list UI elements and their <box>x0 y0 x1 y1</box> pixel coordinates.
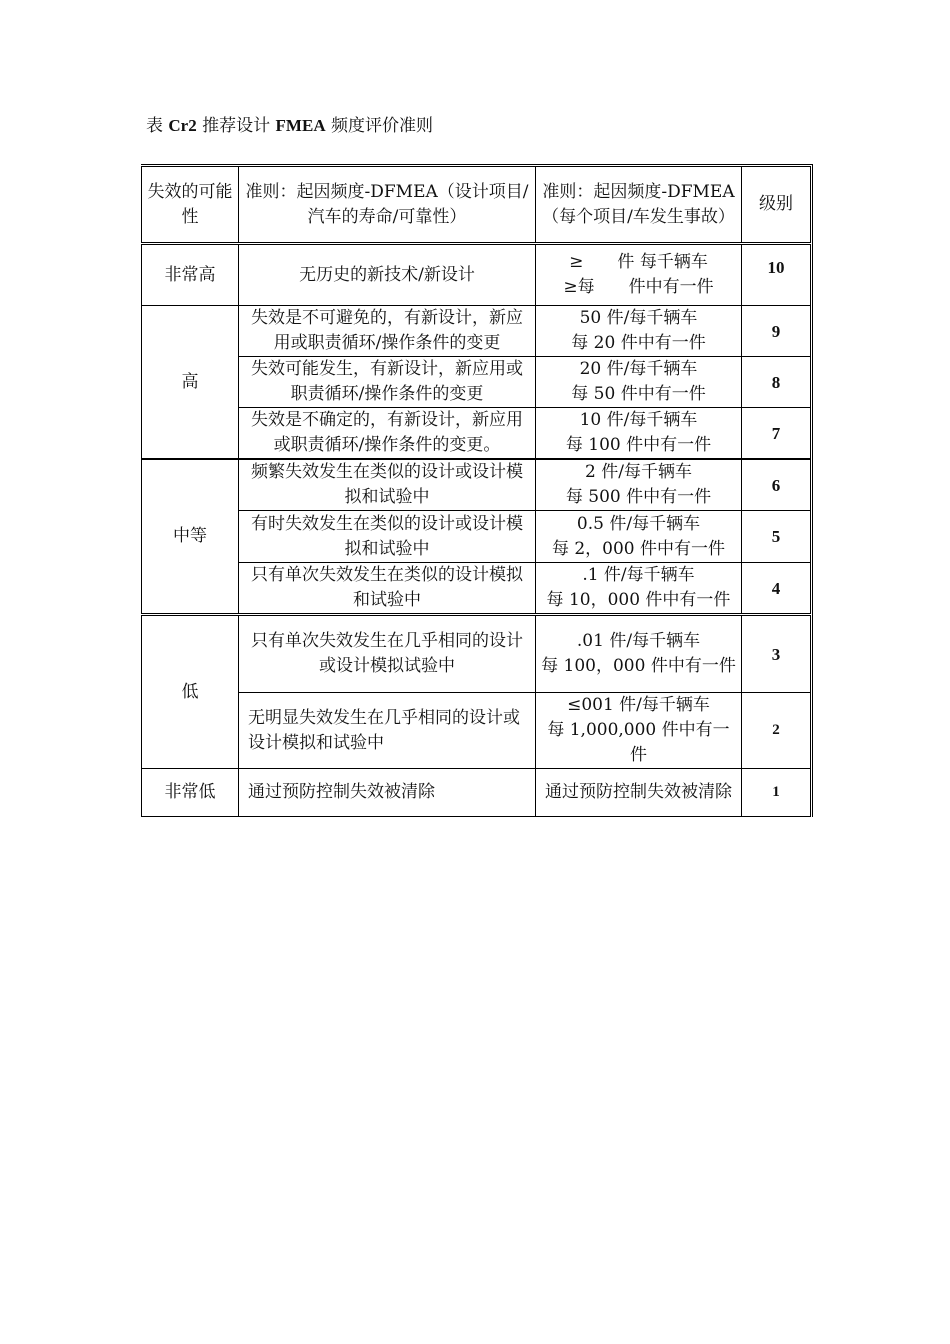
frequency-one-in: 每 500 件中有一件 <box>565 487 712 507</box>
occurrence-criteria-table <box>141 166 811 817</box>
group-high: 高 <box>142 306 239 460</box>
group-very-low: 非常低 <box>142 769 239 817</box>
group-low: 低 <box>142 615 239 769</box>
frequency-one-in: 每 20 件中有一件 <box>571 333 706 353</box>
frequency-cell <box>536 693 742 769</box>
header-rank: 级别 <box>742 167 811 244</box>
group-very-high: 非常高 <box>142 244 239 306</box>
caption-code: Cr2 <box>168 116 197 135</box>
header-criteria-vehicle: 准则：起因频度-DFMEA（每个项目/车发生事故） <box>536 167 742 244</box>
frequency-per-thousand: 20 件/每千辆车 <box>579 359 698 379</box>
caption-fmea: FMEA <box>275 116 326 135</box>
criteria-cell: 只有单次失效发生在几乎相同的设计或设计模拟试验中 <box>239 615 536 693</box>
caption-mid: 推荐设计 <box>202 116 271 136</box>
table-caption <box>146 115 433 137</box>
group-moderate: 中等 <box>142 459 239 615</box>
table-frame <box>141 164 813 817</box>
frequency-per-thousand: 0.5 件/每千辆车 <box>576 513 701 534</box>
frequency-cell <box>536 563 742 615</box>
frequency-cell <box>536 244 742 306</box>
frequency-per-thousand: ≥ 件 每千辆车 <box>569 252 708 272</box>
caption-suffix: 频度评价准则 <box>331 116 433 136</box>
criteria-cell: 失效是不可避免的，有新设计，新应用或职责循环/操作条件的变更 <box>239 306 536 357</box>
criteria-cell: 失效可能发生，有新设计，新应用或职责循环/操作条件的变更 <box>239 357 536 408</box>
criteria-cell: 通过预防控制失效被清除 <box>239 769 536 817</box>
frequency-per-thousand: .1 件/每千辆车 <box>582 565 695 585</box>
table-row <box>142 615 811 693</box>
criteria-cell: 有时失效发生在类似的设计或设计模拟和试验中 <box>239 511 536 563</box>
criteria-cell: 失效是不确定的，有新设计，新应用或职责循环/操作条件的变更。 <box>239 408 536 460</box>
criteria-cell: 只有单次失效发生在类似的设计模拟和试验中 <box>239 563 536 615</box>
criteria-cell: 频繁失效发生在类似的设计或设计模拟和试验中 <box>239 459 536 511</box>
table-row <box>142 357 811 408</box>
frequency-one-in: 每 50 件中有一件 <box>571 384 706 404</box>
frequency-per-thousand: ≤001 件/每千辆车 <box>567 695 710 715</box>
rank-cell: 1 <box>742 769 811 817</box>
frequency-one-in: 每 1,000,000 件中有一件 <box>547 720 730 765</box>
frequency-cell <box>536 306 742 357</box>
frequency-cell <box>536 408 742 460</box>
frequency-cell <box>536 615 742 693</box>
frequency-one-in: 每 100，000 件中有一件 <box>541 656 736 676</box>
table-row <box>142 408 811 460</box>
table-row <box>142 511 811 563</box>
frequency-per-thousand: 10 件/每千辆车 <box>579 410 698 430</box>
rank-cell: 9 <box>742 306 811 357</box>
rank-cell: 6 <box>742 459 811 511</box>
table-header-row <box>142 167 811 244</box>
frequency-one-in: ≥每 件中有一件 <box>563 277 714 297</box>
rank-cell: 4 <box>742 563 811 615</box>
frequency-per-thousand: 50 件/每千辆车 <box>579 308 698 328</box>
frequency-cell <box>536 769 742 817</box>
rank-cell: 10 <box>742 244 811 306</box>
frequency-one-in: 每 100 件中有一件 <box>565 435 712 455</box>
table-row <box>142 693 811 769</box>
rank-cell: 3 <box>742 615 811 693</box>
caption-prefix: 表 <box>146 116 163 136</box>
frequency-one-in: 每 10，000 件中有一件 <box>546 590 731 610</box>
table-row <box>142 459 811 511</box>
frequency-one-in: 每 2，000 件中有一件 <box>551 538 726 559</box>
table-row <box>142 769 811 817</box>
header-criteria-life: 准则：起因频度-DFMEA（设计项目/汽车的寿命/可靠性） <box>239 167 536 244</box>
frequency-per-thousand: 2 件/每千辆车 <box>585 462 692 482</box>
table-row <box>142 563 811 615</box>
frequency-cell <box>536 357 742 408</box>
header-possibility: 失效的可能性 <box>142 167 239 244</box>
rank-cell: 8 <box>742 357 811 408</box>
rank-cell: 7 <box>742 408 811 460</box>
frequency-cell <box>536 459 742 511</box>
rank-cell: 2 <box>742 693 811 769</box>
frequency-per-thousand: 通过预防控制失效被清除 <box>545 782 732 802</box>
table-row <box>142 306 811 357</box>
frequency-per-thousand: .01 件/每千辆车 <box>576 631 701 651</box>
frequency-cell <box>536 511 742 563</box>
criteria-cell: 无历史的新技术/新设计 <box>239 244 536 306</box>
rank-cell: 5 <box>742 511 811 563</box>
table-row <box>142 244 811 306</box>
criteria-cell: 无明显失效发生在几乎相同的设计或设计模拟和试验中 <box>239 693 536 769</box>
